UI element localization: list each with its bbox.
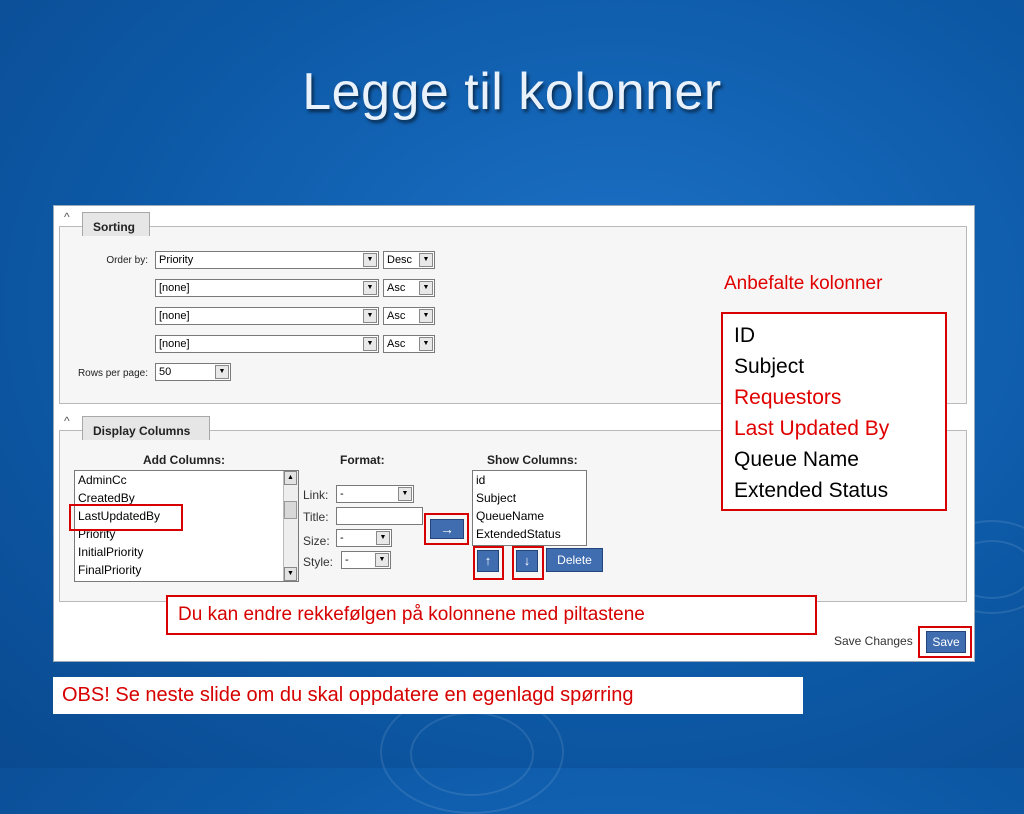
list-item[interactable]: FinalPriority [78, 563, 142, 577]
collapse-caret-icon[interactable]: ^ [64, 414, 70, 428]
show-columns-list[interactable] [472, 470, 587, 546]
order-direction-select[interactable]: Asc ▼ [383, 279, 435, 297]
scroll-up-icon[interactable]: ▲ [284, 471, 297, 485]
link-label: Link: [303, 488, 329, 502]
list-item[interactable]: QueueName [476, 509, 545, 523]
rows-per-page-select[interactable]: 50 ▼ [155, 363, 231, 381]
chevron-down-icon: ▼ [398, 487, 412, 501]
highlight-add-arrow [424, 513, 469, 545]
recommended-item: ID [734, 324, 755, 347]
scroll-thumb[interactable] [284, 501, 297, 519]
move-up-button[interactable]: ↑ [477, 550, 499, 572]
save-button[interactable]: Save [926, 631, 966, 653]
order-direction-select[interactable]: Desc ▼ [383, 251, 435, 269]
chevron-down-icon: ▼ [363, 281, 377, 295]
chevron-down-icon: ▼ [215, 365, 229, 379]
order-direction-select[interactable]: Asc ▼ [383, 307, 435, 325]
title-label: Title: [303, 510, 329, 524]
highlight-lastupdatedby [69, 504, 183, 531]
order-by-field-select[interactable]: Priority ▼ [155, 251, 379, 269]
style-select[interactable]: - ▼ [341, 551, 391, 569]
show-columns-header: Show Columns: [487, 453, 578, 467]
list-item[interactable]: id [476, 473, 486, 487]
tab-sorting[interactable]: Sorting [82, 212, 150, 236]
background-swirl [410, 712, 534, 796]
chevron-down-icon: ▼ [363, 309, 377, 323]
obs-note: OBS! Se neste slide om du skal oppdatere en egenlagd spørring [53, 677, 803, 714]
chevron-down-icon: ▼ [363, 337, 377, 351]
tab-display-columns[interactable]: Display Columns [82, 416, 210, 440]
add-column-arrow-button[interactable]: → [430, 519, 464, 539]
list-item[interactable]: Priority [78, 527, 116, 541]
size-label: Size: [303, 534, 330, 548]
rows-per-page-label: Rows per page: [77, 368, 148, 379]
list-item[interactable]: InitialPriority [78, 545, 144, 559]
style-label: Style: [303, 555, 334, 569]
highlight-down-arrow [512, 546, 544, 580]
list-item[interactable]: ExtendedStatus [476, 527, 561, 541]
move-down-button[interactable]: ↓ [516, 550, 538, 572]
recommended-item: Extended Status [734, 479, 889, 502]
chevron-down-icon: ▼ [419, 281, 433, 295]
delete-button[interactable]: Delete [546, 548, 603, 572]
recommended-item: Requestors [734, 386, 842, 409]
recommended-columns-box [721, 312, 947, 511]
recommended-item: Last Updated By [734, 417, 890, 440]
highlight-up-arrow [473, 546, 504, 580]
order-by-field-select[interactable]: [none] ▼ [155, 307, 379, 325]
list-item[interactable]: Subject [476, 491, 517, 505]
list-item[interactable]: CreatedBy [78, 491, 135, 505]
link-select[interactable]: - ▼ [336, 485, 414, 503]
recommended-item: Subject [734, 355, 805, 378]
size-select[interactable]: - ▼ [336, 529, 392, 547]
save-changes-label: Save Changes [834, 634, 913, 648]
collapse-caret-icon[interactable]: ^ [64, 210, 70, 224]
chevron-down-icon: ▼ [363, 253, 377, 267]
chevron-down-icon: ▼ [375, 553, 389, 567]
title-input[interactable] [336, 507, 423, 525]
scrollbar[interactable] [283, 471, 298, 581]
highlight-save [918, 626, 972, 658]
order-by-label: Order by: [106, 255, 148, 266]
order-by-field-select[interactable]: [none] ▼ [155, 279, 379, 297]
slide-title: Legge til kolonner [302, 63, 722, 121]
format-header: Format: [340, 453, 385, 467]
recommended-heading: Anbefalte kolonner [724, 273, 883, 294]
chevron-down-icon: ▼ [419, 337, 433, 351]
chevron-down-icon: ▼ [419, 309, 433, 323]
chevron-down-icon: ▼ [376, 531, 390, 545]
scroll-down-icon[interactable]: ▼ [284, 567, 297, 581]
order-direction-select[interactable]: Asc ▼ [383, 335, 435, 353]
recommended-item: Queue Name [734, 448, 859, 471]
reorder-note: Du kan endre rekkefølgen på kolonnene med piltastene [166, 595, 817, 635]
list-item[interactable]: AdminCc [78, 473, 127, 487]
list-item[interactable]: LastUpdatedBy [78, 509, 161, 523]
chevron-down-icon: ▼ [419, 253, 433, 267]
order-by-field-select[interactable]: [none] ▼ [155, 335, 379, 353]
add-columns-header: Add Columns: [143, 453, 225, 467]
